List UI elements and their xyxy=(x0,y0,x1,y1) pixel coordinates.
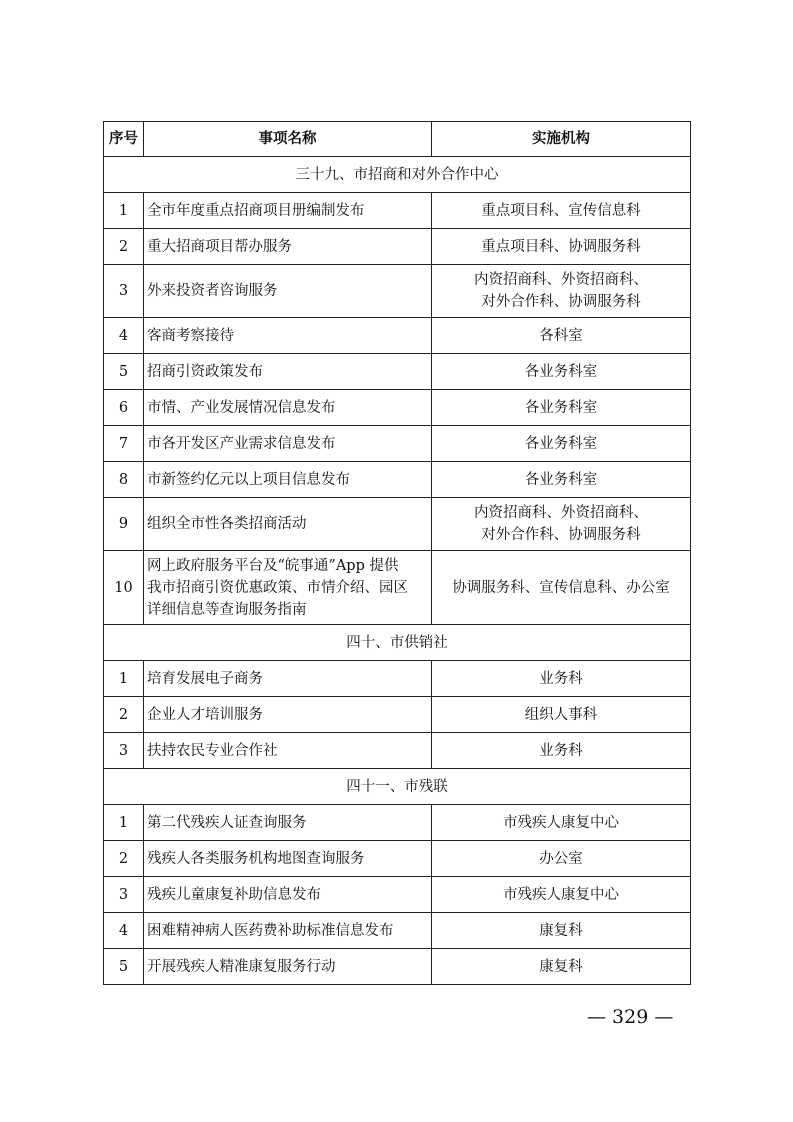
row-number: 2 xyxy=(104,229,144,265)
row-number: 3 xyxy=(104,877,144,913)
table-row xyxy=(104,193,691,229)
implementing-org: 办公室 xyxy=(432,841,691,877)
implementing-org: 协调服务科、宣传信息科、办公室 xyxy=(432,551,691,625)
table-row xyxy=(104,841,691,877)
section-title: 三十九、市招商和对外合作中心 xyxy=(104,157,691,193)
table-row xyxy=(104,877,691,913)
implementing-org: 重点项目科、协调服务科 xyxy=(432,229,691,265)
item-name: 外来投资者咨询服务 xyxy=(144,265,432,318)
item-name: 招商引资政策发布 xyxy=(144,354,432,390)
table-row xyxy=(104,551,691,625)
item-name: 扶持农民专业合作社 xyxy=(144,733,432,769)
row-number: 4 xyxy=(104,318,144,354)
row-number: 10 xyxy=(104,551,144,625)
item-name: 网上政府服务平台及“皖事通”App 提供 我市招商引资优惠政策、市情介绍、园区 详细信息等查询服务指南 xyxy=(144,551,432,625)
implementing-org: 康复科 xyxy=(432,949,691,985)
table-row xyxy=(104,913,691,949)
table-row xyxy=(104,498,691,551)
implementing-org: 内资招商科、外资招商科、 对外合作科、协调服务科 xyxy=(432,265,691,318)
implementing-org: 市残疾人康复中心 xyxy=(432,805,691,841)
row-number: 1 xyxy=(104,193,144,229)
item-name: 残疾儿童康复补助信息发布 xyxy=(144,877,432,913)
implementing-org: 重点项目科、宣传信息科 xyxy=(432,193,691,229)
section-title: 四十一、市残联 xyxy=(104,769,691,805)
item-name: 企业人才培训服务 xyxy=(144,697,432,733)
page-number: — 329 — xyxy=(587,1006,674,1028)
header-name: 事项名称 xyxy=(144,122,432,157)
table-row xyxy=(104,733,691,769)
item-name: 残疾人各类服务机构地图查询服务 xyxy=(144,841,432,877)
header-no: 序号 xyxy=(104,122,144,157)
item-name: 困难精神病人医药费补助标准信息发布 xyxy=(144,913,432,949)
row-number: 3 xyxy=(104,733,144,769)
table-row xyxy=(104,390,691,426)
table-header-row xyxy=(104,122,691,157)
item-name: 市情、产业发展情况信息发布 xyxy=(144,390,432,426)
implementing-org: 业务科 xyxy=(432,733,691,769)
item-name: 市新签约亿元以上项目信息发布 xyxy=(144,462,432,498)
table-row xyxy=(104,229,691,265)
item-name: 开展残疾人精准康复服务行动 xyxy=(144,949,432,985)
item-name: 全市年度重点招商项目册编制发布 xyxy=(144,193,432,229)
section-row xyxy=(104,625,691,661)
table-row xyxy=(104,949,691,985)
implementing-org: 康复科 xyxy=(432,913,691,949)
implementing-org: 各业务科室 xyxy=(432,462,691,498)
row-number: 1 xyxy=(104,805,144,841)
table-row xyxy=(104,462,691,498)
row-number: 4 xyxy=(104,913,144,949)
implementing-org: 各业务科室 xyxy=(432,354,691,390)
row-number: 2 xyxy=(104,697,144,733)
table-row xyxy=(104,426,691,462)
item-name: 客商考察接待 xyxy=(144,318,432,354)
table-row xyxy=(104,805,691,841)
implementing-org: 内资招商科、外资招商科、 对外合作科、协调服务科 xyxy=(432,498,691,551)
table-row xyxy=(104,318,691,354)
implementing-org: 业务科 xyxy=(432,661,691,697)
table-row xyxy=(104,265,691,318)
row-number: 3 xyxy=(104,265,144,318)
section-title: 四十、市供销社 xyxy=(104,625,691,661)
table-row xyxy=(104,354,691,390)
item-name: 组织全市性各类招商活动 xyxy=(144,498,432,551)
table-row xyxy=(104,661,691,697)
section-row xyxy=(104,157,691,193)
service-table xyxy=(103,121,691,985)
header-org: 实施机构 xyxy=(432,122,691,157)
item-name: 重大招商项目帮办服务 xyxy=(144,229,432,265)
table-row xyxy=(104,697,691,733)
item-name: 培育发展电子商务 xyxy=(144,661,432,697)
row-number: 5 xyxy=(104,949,144,985)
implementing-org: 各业务科室 xyxy=(432,390,691,426)
section-row xyxy=(104,769,691,805)
implementing-org: 市残疾人康复中心 xyxy=(432,877,691,913)
implementing-org: 各业务科室 xyxy=(432,426,691,462)
service-table-body xyxy=(104,122,691,985)
row-number: 1 xyxy=(104,661,144,697)
implementing-org: 各科室 xyxy=(432,318,691,354)
row-number: 9 xyxy=(104,498,144,551)
row-number: 8 xyxy=(104,462,144,498)
implementing-org: 组织人事科 xyxy=(432,697,691,733)
item-name: 第二代残疾人证查询服务 xyxy=(144,805,432,841)
row-number: 6 xyxy=(104,390,144,426)
row-number: 7 xyxy=(104,426,144,462)
item-name: 市各开发区产业需求信息发布 xyxy=(144,426,432,462)
row-number: 2 xyxy=(104,841,144,877)
row-number: 5 xyxy=(104,354,144,390)
